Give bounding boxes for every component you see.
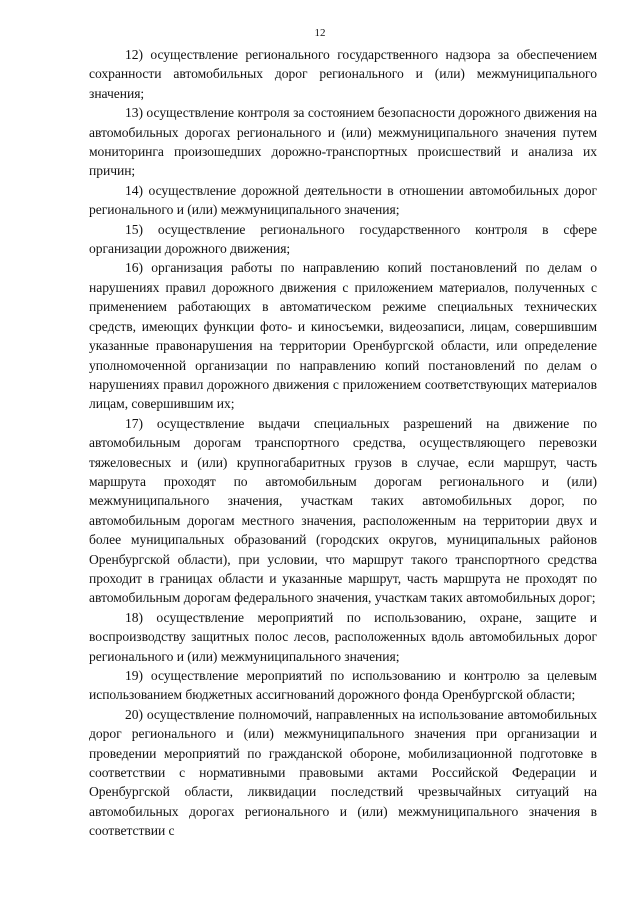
- list-item-13: 13) осуществление контроля за состоянием безопасности дорожного движения на автомобильных дорогах регионального и (или) межмуниципального значения путем мониторинга произошедших дорожно-транспортных происшествий и анализа их причин;: [89, 105, 597, 179]
- list-item-14: 14) осуществление дорожной деятельности в отношении автомобильных дорог регионального и (или) межмуниципального значения;: [89, 182, 597, 218]
- list-item-17: 17) осуществление выдачи специальных разрешений на движение по автомобильным дорогам транспортного средства, осуществляющего перевозки тяжеловесных и (или) крупногабаритных грузов в случае, если маршрут, часть маршрута проходят по автомобильным дорогам регионального и (или) межмуниципального значения, участкам таких автомобильных дорог, по автомобильным дорогам местного значения, расположенным на территории двух и более муниципальных образований (городских округов, муниципальных районов Оренбургской области), при условии, что маршрут такого транспортного средства проходит в границах области и указанные маршрут, часть маршрута не проходят по автомобильным дорогам федерального значения, участкам таких автомобильных дорог;: [89, 415, 597, 606]
- list-item-19: 19) осуществление мероприятий по использованию и контролю за целевым использованием бюджетных ассигнований дорожного фонда Оренбургской области;: [89, 668, 597, 703]
- list-item-12: 12) осуществление регионального государственного надзора за обеспечением сохранности автомобильных дорог регионального и (или) межмуниципального значения;: [89, 47, 597, 101]
- document-body: [89, 45, 597, 841]
- list-item-15: 15) осуществление регионального государственного контроля в сфере организации дорожного движения;: [89, 221, 597, 257]
- page-number: 12: [314, 27, 326, 39]
- list-item-16: 16) организация работы по направлению копий постановлений по делам о нарушениях правил дорожного движения с приложением материалов, полученных с применением работающих в автоматическом режиме специальных технических средств, имеющих функции фото- и киносъемки, видеозаписи, лицам, совершившим указанные правонарушения на территории Оренбургской области, или определение уполномоченной организации по направлению копий постановлений по делам о нарушениях правил дорожного движения с приложением соответствующих материалов лицам, совершившим их;: [89, 260, 597, 412]
- list-item-20: 20) осуществление полномочий, направленных на использование автомобильных дорог регионального и (или) межмуниципального значения при организации и проведении мероприятий по гражданской обороне, мобилизационной подготовке в соответствии с нормативными правовыми актами Российской Федерации и Оренбургской области, ликвидации последствий чрезвычайных ситуаций на автомобильных дорогах регионального и (или) межмуниципального значения в соответствии с: [89, 706, 597, 839]
- list-item-18: 18) осуществление мероприятий по использованию, охране, защите и воспроизводству защитных полос лесов, расположенных вдоль автомобильных дорог регионального и (или) межмуниципального значения;: [89, 609, 597, 664]
